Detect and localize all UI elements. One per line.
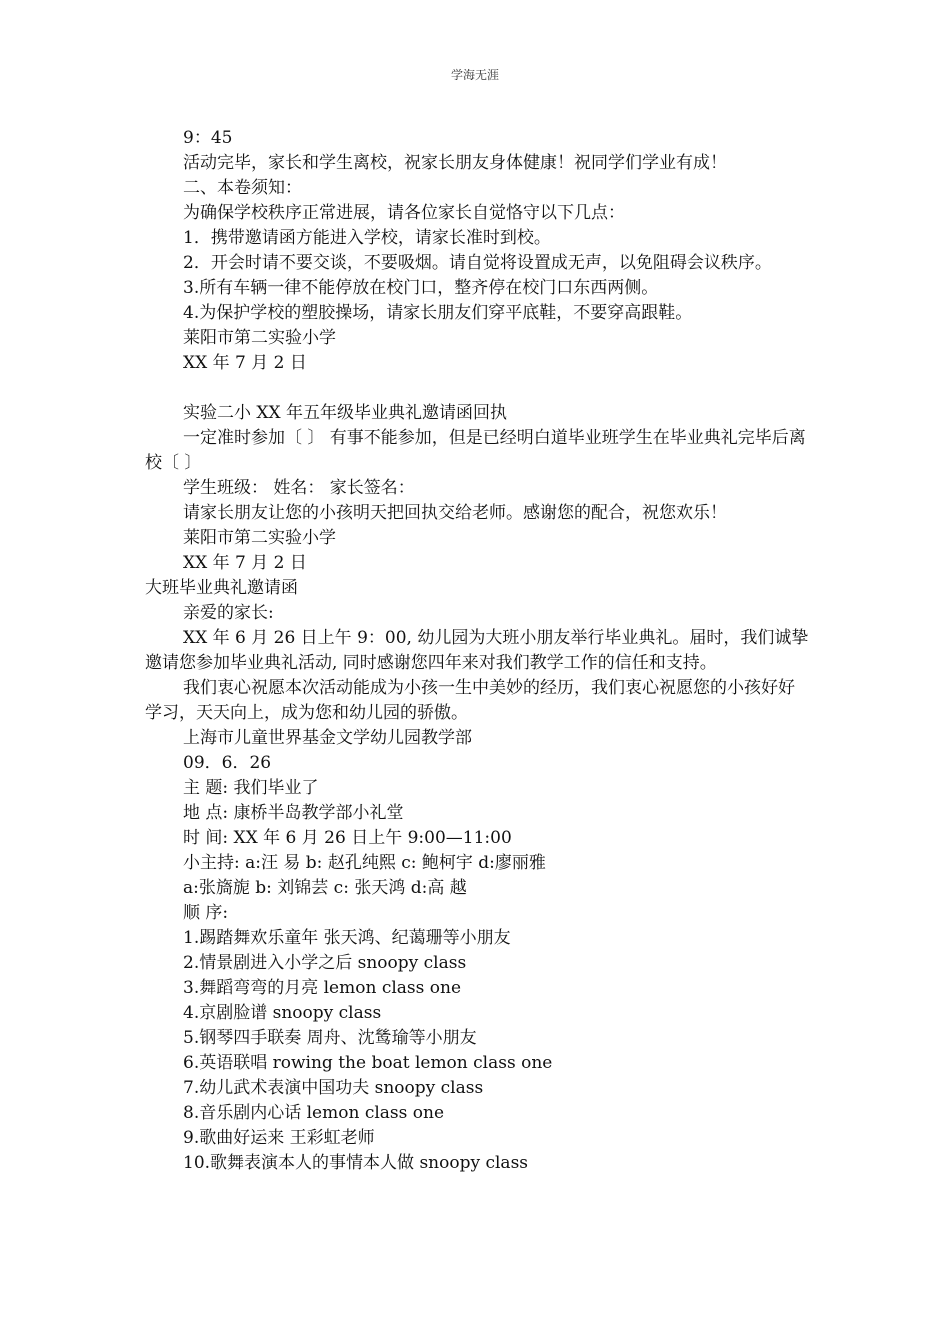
text-line: 3.所有车辆一律不能停放在校门口，整齐停在校门口东西两侧。 [183, 278, 659, 298]
text-line: 1．携带邀请函方能进入学校，请家长准时到校。 [183, 228, 551, 248]
text-line: 我们衷心祝愿本次活动能成为小孩一生中美妙的经历，我们衷心祝愿您的小孩好好学习，天天向上，成为您和幼儿园的骄傲。 [145, 678, 795, 723]
text-line: 大班毕业典礼邀请函 [145, 578, 298, 598]
text-line: a:张旖旎 b: 刘锦芸 c: 张天鸿 d:高 越 [183, 878, 467, 898]
text-line: 小主持: a:汪 易 b: 赵孔纯熙 c: 鲍柯宇 d:廖丽雅 [183, 853, 546, 873]
text-line: 请家长朋友让您的小孩明天把回执交给老师。感谢您的配合，祝您欢乐！ [183, 503, 727, 523]
text-line: 二、本卷须知： [183, 178, 302, 198]
text-line: 4.京剧脸谱 snoopy class [183, 1003, 382, 1023]
text-line: 5.钢琴四手联奏 周舟、沈鸶瑜等小朋友 [183, 1028, 477, 1048]
text-line: 上海市儿童世界基金文学幼儿园教学部 [183, 728, 472, 748]
text-line: 09．6．26 [183, 753, 272, 773]
text-line: 2．开会时请不要交谈，不要吸烟。请自觉将设置成无声，以免阻碍会议秩序。 [183, 253, 772, 273]
document-body [145, 126, 809, 1176]
text-line: 学生班级： 姓名： 家长签名： [183, 478, 415, 498]
page-header: 学海无涯 [450, 68, 499, 82]
text-line: 活动完毕，家长和学生离校，祝家长朋友身体健康！祝同学们学业有成！ [183, 153, 727, 173]
text-line: 6.英语联唱 rowing the boat lemon class one [183, 1053, 553, 1073]
text-line: 地 点: 康桥半岛教学部小礼堂 [183, 803, 404, 823]
text-line: XX 年 7 月 2 日 [183, 553, 307, 573]
text-line: 一定准时参加〔 〕 有事不能参加，但是已经明白道毕业班学生在毕业典礼完毕后离校〔 〕 [145, 428, 806, 473]
text-line: 主 题: 我们毕业了 [183, 778, 319, 798]
text-line: XX 年 7 月 2 日 [183, 353, 307, 373]
text-line: 10.歌舞表演本人的事情本人做 snoopy class [183, 1153, 529, 1173]
text-line: 9.歌曲好运来 王彩虹老师 [183, 1128, 375, 1148]
text-line: 7.幼儿武术表演中国功夫 snoopy class [183, 1078, 484, 1098]
blank-line [145, 376, 809, 401]
text-line: XX 年 6 月 26 日上午 9：00, 幼儿园为大班小朋友举行毕业典礼。届时，我们诚挚邀请您参加毕业典礼活动, 同时感谢您四年来对我们教学工作的信任和支持。 [145, 628, 809, 673]
text-line: 莱阳市第二实验小学 [183, 528, 336, 548]
text-line: 为确保学校秩序正常进展，请各位家长自觉恪守以下几点： [183, 203, 625, 223]
text-line: 9：45 [183, 128, 233, 148]
text-line: 顺 序: [183, 903, 229, 923]
text-line: 4.为保护学校的塑胶操场，请家长朋友们穿平底鞋，不要穿高跟鞋。 [183, 303, 693, 323]
text-line: 实验二小 XX 年五年级毕业典礼邀请函回执 [183, 403, 508, 423]
text-line: 时 间: XX 年 6 月 26 日上午 9:00—11:00 [183, 828, 512, 848]
text-line: 3.舞蹈弯弯的月亮 lemon class one [183, 978, 462, 998]
text-line: 莱阳市第二实验小学 [183, 328, 336, 348]
text-line: 亲爱的家长: [183, 603, 274, 623]
text-line: 2.情景剧进入小学之后 snoopy class [183, 953, 467, 973]
text-line: 8.音乐剧内心话 lemon class one [183, 1103, 445, 1123]
text-line: 1.踢踏舞欢乐童年 张天鸿、纪蔼珊等小朋友 [183, 928, 511, 948]
